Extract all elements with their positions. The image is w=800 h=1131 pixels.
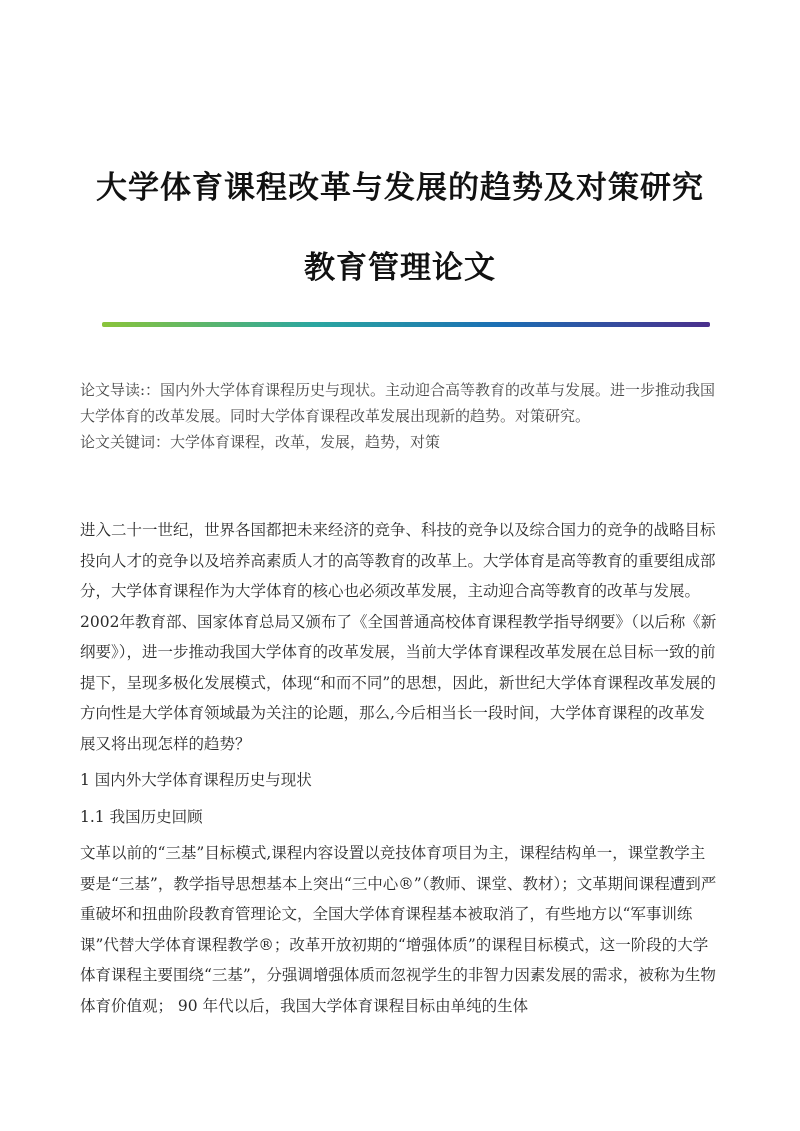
- abstract-block: [80, 377, 720, 455]
- title-divider: [102, 322, 710, 327]
- section-1-1-heading: 1.1 我国历史回顾: [80, 807, 203, 826]
- document-title-line-2: 教育管理论文: [304, 250, 496, 286]
- body-content: [80, 515, 720, 1021]
- intro-paragraph: 进入二十一世纪，世界各国都把未来经济的竞争、科技的竞争以及综合国力的竞争的战略目标投向人才的竞争以及培养高素质人才的高等教育的改革上。大学体育是高等教育的重要组成部分，大学体育课程作为大学体育的核心也必须改革发展，主动迎合高等教育的改革与发展。2002年教育部、国家体育总局又颁布了《全国普通高校体育课程教学指导纲要》（以后称《新纲要》），进一步推动我国大学体育的改革发展，当前大学体育课程改革发展在总目标一致的前提下，呈现多极化发展模式，体现“和而不同”的思想，因此，新世纪大学体育课程改革发展的方向性是大学体育领域最为关注的论题，那么,今后相当长一段时间，大学体育课程的改革发展又将出现怎样的趋势？: [80, 521, 717, 753]
- abstract-text: 论文导读:：国内外大学体育课程历史与现状。主动迎合高等教育的改革与发展。进一步推动我国大学体育的改革发展。同时大学体育课程改革发展出现新的趋势。对策研究。: [80, 381, 716, 425]
- document-title-line-1: 大学体育课程改革与发展的趋势及对策研究: [96, 170, 704, 206]
- section-1-1-paragraph: 文革以前的“三基”目标模式,课程内容设置以竞技体育项目为主，课程结构单一，课堂教学主要是“三基”，教学指导思想基本上突出“三中心®”（教师、课堂、教材）；文革期间课程遭到严重破坏和扭曲阶段教育管理论文，全国大学体育课程基本被取消了，有些地方以“军事训练课”代替大学体育课程教学®；改革开放初期的“增强体质”的课程目标模式，这一阶段的大学体育课程主要围绕“三基”，分强调增强体质而忽视学生的非智力因素发展的需求，被称为生物体育价值观； 90 年代以后，我国大学体育课程目标由单纯的生体: [80, 844, 717, 1015]
- keywords-text: 论文关键词：大学体育课程，改革，发展，趋势，对策: [80, 433, 441, 451]
- section-1-heading: 1 国内外大学体育课程历史与现状: [80, 771, 312, 789]
